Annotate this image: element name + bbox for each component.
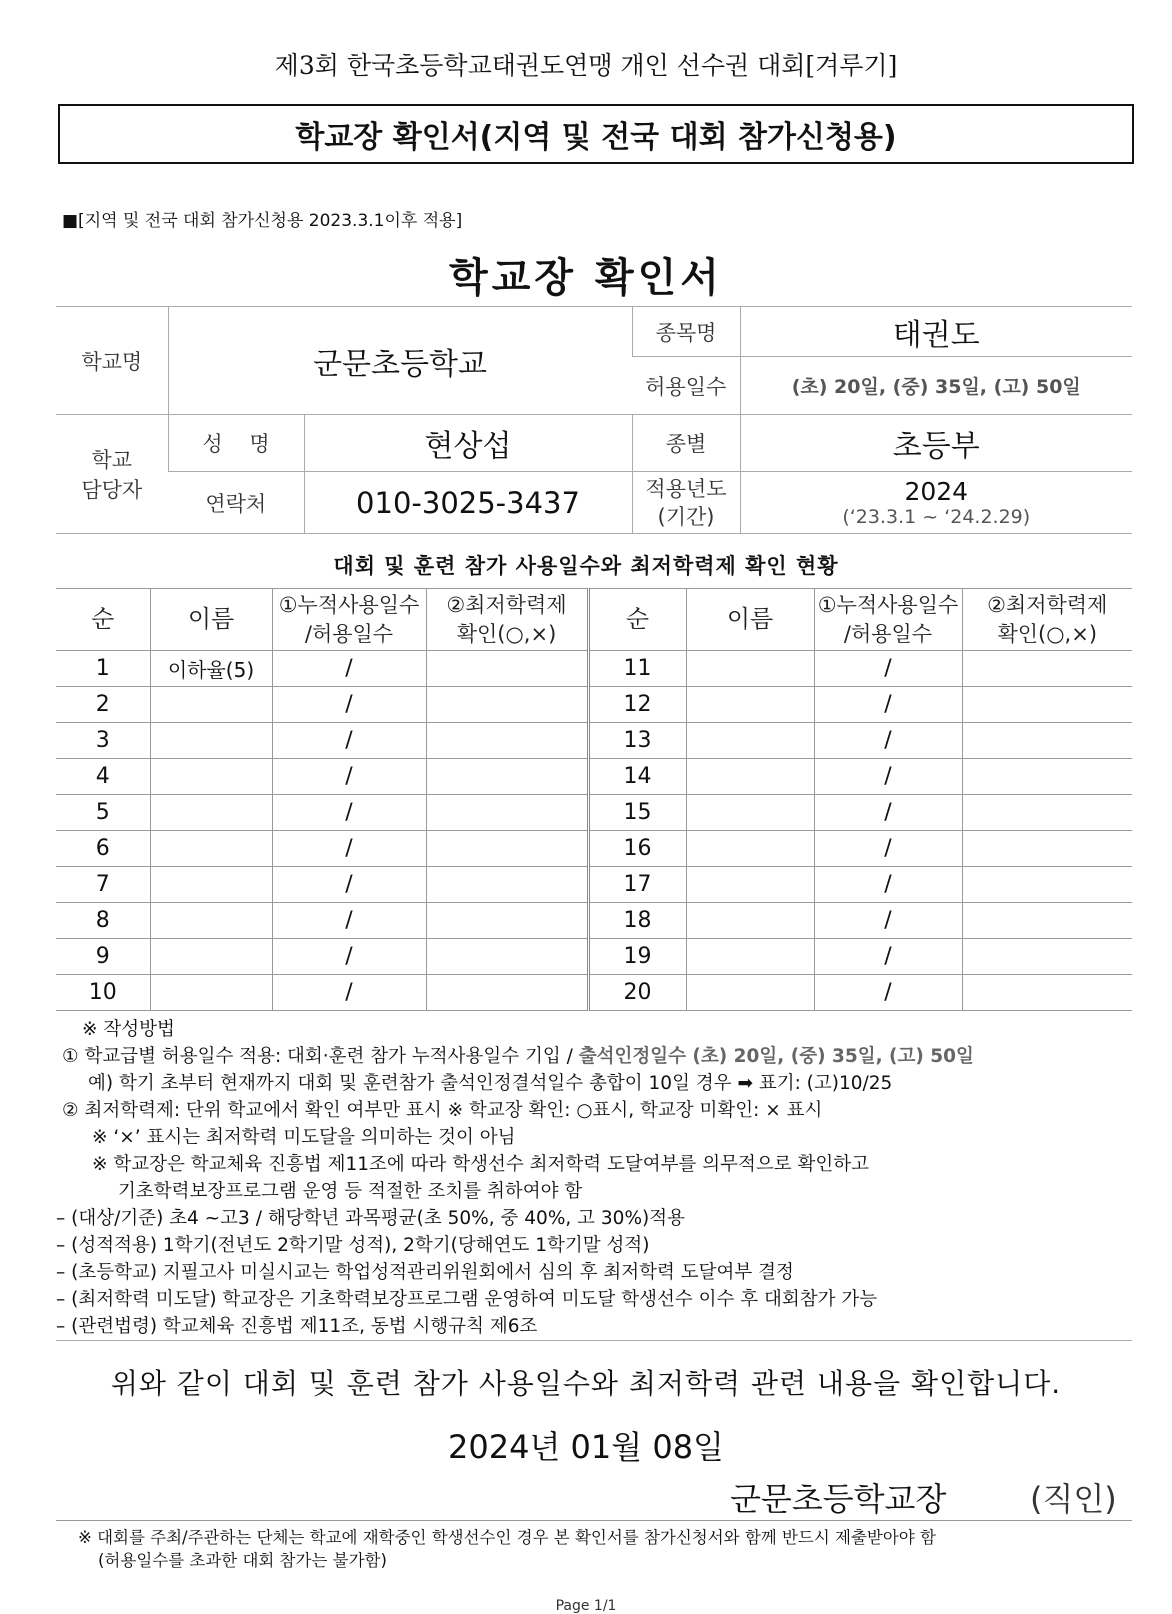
allowed-days-label: 허용일수 [632, 357, 740, 415]
used-days: / [272, 975, 426, 1011]
student-name [686, 723, 814, 759]
row-number: 9 [56, 939, 150, 975]
division-value: 초등부 [740, 415, 1132, 472]
academic-check [426, 687, 588, 723]
used-days: / [272, 759, 426, 795]
school-label: 학교명 [56, 307, 168, 415]
academic-check [426, 723, 588, 759]
academic-check [962, 903, 1132, 939]
status-title: 대회 및 훈련 참가 사용일수와 최저학력제 확인 현황 [333, 554, 839, 578]
student-name [686, 831, 814, 867]
contact-group-label-line2: 담당자 [81, 478, 143, 502]
row-number: 17 [588, 867, 686, 903]
used-days: / [814, 903, 962, 939]
row-number: 3 [56, 723, 150, 759]
used-days: / [272, 939, 426, 975]
student-name [150, 867, 272, 903]
used-days: / [814, 651, 962, 687]
row-number: 18 [588, 903, 686, 939]
student-name [686, 939, 814, 975]
academic-check [962, 687, 1132, 723]
table-row [56, 687, 1132, 723]
academic-check [426, 795, 588, 831]
used-days: / [272, 795, 426, 831]
year-label-line1: 적용년도 [645, 476, 727, 501]
sport-value: 태권도 [740, 307, 1132, 357]
year-value: 2024 [904, 477, 969, 506]
doc-title: 학교장 확인서 [449, 255, 723, 301]
student-name [150, 723, 272, 759]
row-number: 12 [588, 687, 686, 723]
student-name [686, 759, 814, 795]
used-days: / [272, 831, 426, 867]
row-number: 7 [56, 867, 150, 903]
row-number: 1 [56, 651, 150, 687]
academic-check [426, 939, 588, 975]
used-days: / [272, 723, 426, 759]
detail-5: – (관련법령) 학교체육 진흥법 제11조, 동법 시행규칙 제6조 [56, 1316, 538, 1337]
detail-4: – (최저학력 미도달) 학교장은 기초학력보장프로그램 운영하여 미도달 학생선수 이수 후 대회참가 가능 [56, 1289, 878, 1310]
writing-instructions [56, 1016, 1152, 1340]
phone-value: 010-3025-3437 [304, 472, 632, 534]
header-name: 이름 [150, 589, 272, 651]
table-row [56, 939, 1132, 975]
used-days: / [814, 867, 962, 903]
used-days: / [272, 651, 426, 687]
academic-check [962, 651, 1132, 687]
event-title: 제3회 한국초등학교태권도연맹 개인 선수권 대회[겨루기] [274, 51, 898, 80]
footer-line-1: ※ 대회를 주최/주관하는 단체는 학교에 재학중인 학생선수인 경우 본 확인서를 참가신청서와 함께 반드시 제출받아야 함 [78, 1528, 936, 1547]
table-row [56, 975, 1132, 1011]
year-period: (‘23.3.1 ~ ‘24.2.29) [842, 506, 1031, 528]
note-2-b2: 기초학력보장프로그램 운영 등 적절한 조치를 취하여야 함 [118, 1181, 583, 1202]
student-name [150, 831, 272, 867]
row-number: 2 [56, 687, 150, 723]
used-days: / [272, 867, 426, 903]
allowed-days-value: (초) 20일, (중) 35일, (고) 50일 [740, 357, 1132, 415]
table-row [56, 723, 1132, 759]
scope-note: ■[지역 및 전국 대회 참가신청용 2023.3.1이후 적용] [62, 211, 463, 231]
academic-check [962, 831, 1132, 867]
roster-header-row [56, 589, 1132, 651]
roster-table [56, 588, 1132, 1011]
header-no: 순 [588, 589, 686, 651]
student-name [150, 939, 272, 975]
notes-heading: ※ 작성방법 [82, 1019, 175, 1040]
academic-check [962, 759, 1132, 795]
academic-check [426, 903, 588, 939]
student-name [686, 795, 814, 831]
page-number: Page 1/1 [555, 1598, 617, 1614]
row-number: 8 [56, 903, 150, 939]
sport-label: 종목명 [632, 307, 740, 357]
academic-check [962, 867, 1132, 903]
year-label-line2: (기간) [657, 504, 715, 529]
row-number: 4 [56, 759, 150, 795]
note-2-b1: ※ 학교장은 학교체육 진흥법 제11조에 따라 학생선수 최저학력 도달여부를 의무적으로 확인하고 [92, 1154, 869, 1175]
table-row [56, 795, 1132, 831]
name-label: 성 명 [168, 415, 304, 472]
student-name [150, 759, 272, 795]
row-number: 19 [588, 939, 686, 975]
academic-check [962, 723, 1132, 759]
note-1: ① 학교급별 허용일수 적용: 대회·훈련 참가 누적사용일수 기입 / 출석인정일수 (초) 20일, (중) 35일, (고) 50일 [62, 1046, 974, 1067]
header-check: ②최저학력제 확인(○,×) [962, 589, 1132, 651]
row-number: 16 [588, 831, 686, 867]
used-days: / [272, 903, 426, 939]
divider [56, 1340, 1132, 1341]
academic-check [962, 939, 1132, 975]
division-label: 종별 [632, 415, 740, 472]
student-name [150, 903, 272, 939]
student-name [686, 975, 814, 1011]
academic-check [962, 975, 1132, 1011]
table-row [56, 651, 1132, 687]
table-row [56, 867, 1132, 903]
contact-group-label [56, 415, 168, 534]
header-used: ①누적사용일수 /허용일수 [272, 589, 426, 651]
confirmation-statement: 위와 같이 대회 및 훈련 참가 사용일수와 최저학력 관련 내용을 확인합니다. [110, 1367, 1062, 1400]
row-number: 6 [56, 831, 150, 867]
row-number: 15 [588, 795, 686, 831]
table-row [56, 759, 1132, 795]
table-row [56, 903, 1132, 939]
used-days: / [272, 687, 426, 723]
row-number: 20 [588, 975, 686, 1011]
academic-check [426, 759, 588, 795]
official-seal: (직인) [1030, 1480, 1117, 1518]
student-name [686, 651, 814, 687]
phone-label: 연락처 [168, 472, 304, 534]
student-name [686, 903, 814, 939]
academic-check [426, 831, 588, 867]
detail-1: – (대상/기준) 초4 ~고3 / 해당학년 과목평균(초 50%, 중 40%, 고 30%)적용 [56, 1208, 685, 1229]
year-label [632, 472, 740, 534]
note-2: ② 최저학력제: 단위 학교에서 확인 여부만 표시 ※ 학교장 확인: ○표시, 학교장 미확인: × 표시 [62, 1100, 823, 1121]
roster-body [56, 651, 1132, 1011]
header-check: ②최저학력제 확인(○,×) [426, 589, 588, 651]
name-value: 현상섭 [304, 415, 632, 472]
footer-note [78, 1526, 936, 1572]
divider [56, 1520, 1132, 1521]
used-days: / [814, 759, 962, 795]
year-cell [740, 472, 1132, 534]
header-name: 이름 [686, 589, 814, 651]
note-1-example: 예) 학기 초부터 현재까지 대회 및 훈련참가 출석인정결석일수 총합이 10일 경우 ➡ 표기: (고)10/25 [88, 1073, 893, 1094]
used-days: / [814, 975, 962, 1011]
row-number: 10 [56, 975, 150, 1011]
academic-check [426, 867, 588, 903]
row-number: 11 [588, 651, 686, 687]
document-date: 2024년 01월 08일 [448, 1428, 724, 1466]
academic-check [426, 651, 588, 687]
detail-2: – (성적적용) 1학기(전년도 2학기말 성적), 2학기(당해연도 1학기말 성적) [56, 1235, 650, 1256]
header-used: ①누적사용일수 /허용일수 [814, 589, 962, 651]
student-name [150, 795, 272, 831]
attendance-days: 출석인정일수 (초) 20일, (중) 35일, (고) 50일 [578, 1046, 974, 1067]
academic-check [426, 975, 588, 1011]
contact-group-label-line1: 학교 [91, 448, 133, 472]
info-table [56, 306, 1132, 534]
student-name: 이하율(5) [150, 651, 272, 687]
student-name [686, 867, 814, 903]
note-2-a: ※ ‘×’ 표시는 최저학력 미도달을 의미하는 것이 아님 [92, 1127, 516, 1148]
row-number: 14 [588, 759, 686, 795]
footer-line-2: (허용일수를 초과한 대회 참가는 불가함) [98, 1551, 387, 1570]
used-days: / [814, 939, 962, 975]
student-name [150, 687, 272, 723]
academic-check [962, 795, 1132, 831]
form-title: 학교장 확인서(지역 및 전국 대회 참가신청용) [295, 120, 897, 155]
table-row [56, 831, 1132, 867]
student-name [150, 975, 272, 1011]
row-number: 13 [588, 723, 686, 759]
used-days: / [814, 723, 962, 759]
row-number: 5 [56, 795, 150, 831]
header-no: 순 [56, 589, 150, 651]
school-value: 군문초등학교 [168, 307, 632, 415]
used-days: / [814, 795, 962, 831]
form-title-box [58, 104, 1134, 164]
used-days: / [814, 831, 962, 867]
detail-3: – (초등학교) 지필고사 미실시교는 학업성적관리위원회에서 심의 후 최저학력 도달여부 결정 [56, 1262, 794, 1283]
used-days: / [814, 687, 962, 723]
principal-signature: 군문초등학교장 [730, 1480, 947, 1518]
student-name [686, 687, 814, 723]
